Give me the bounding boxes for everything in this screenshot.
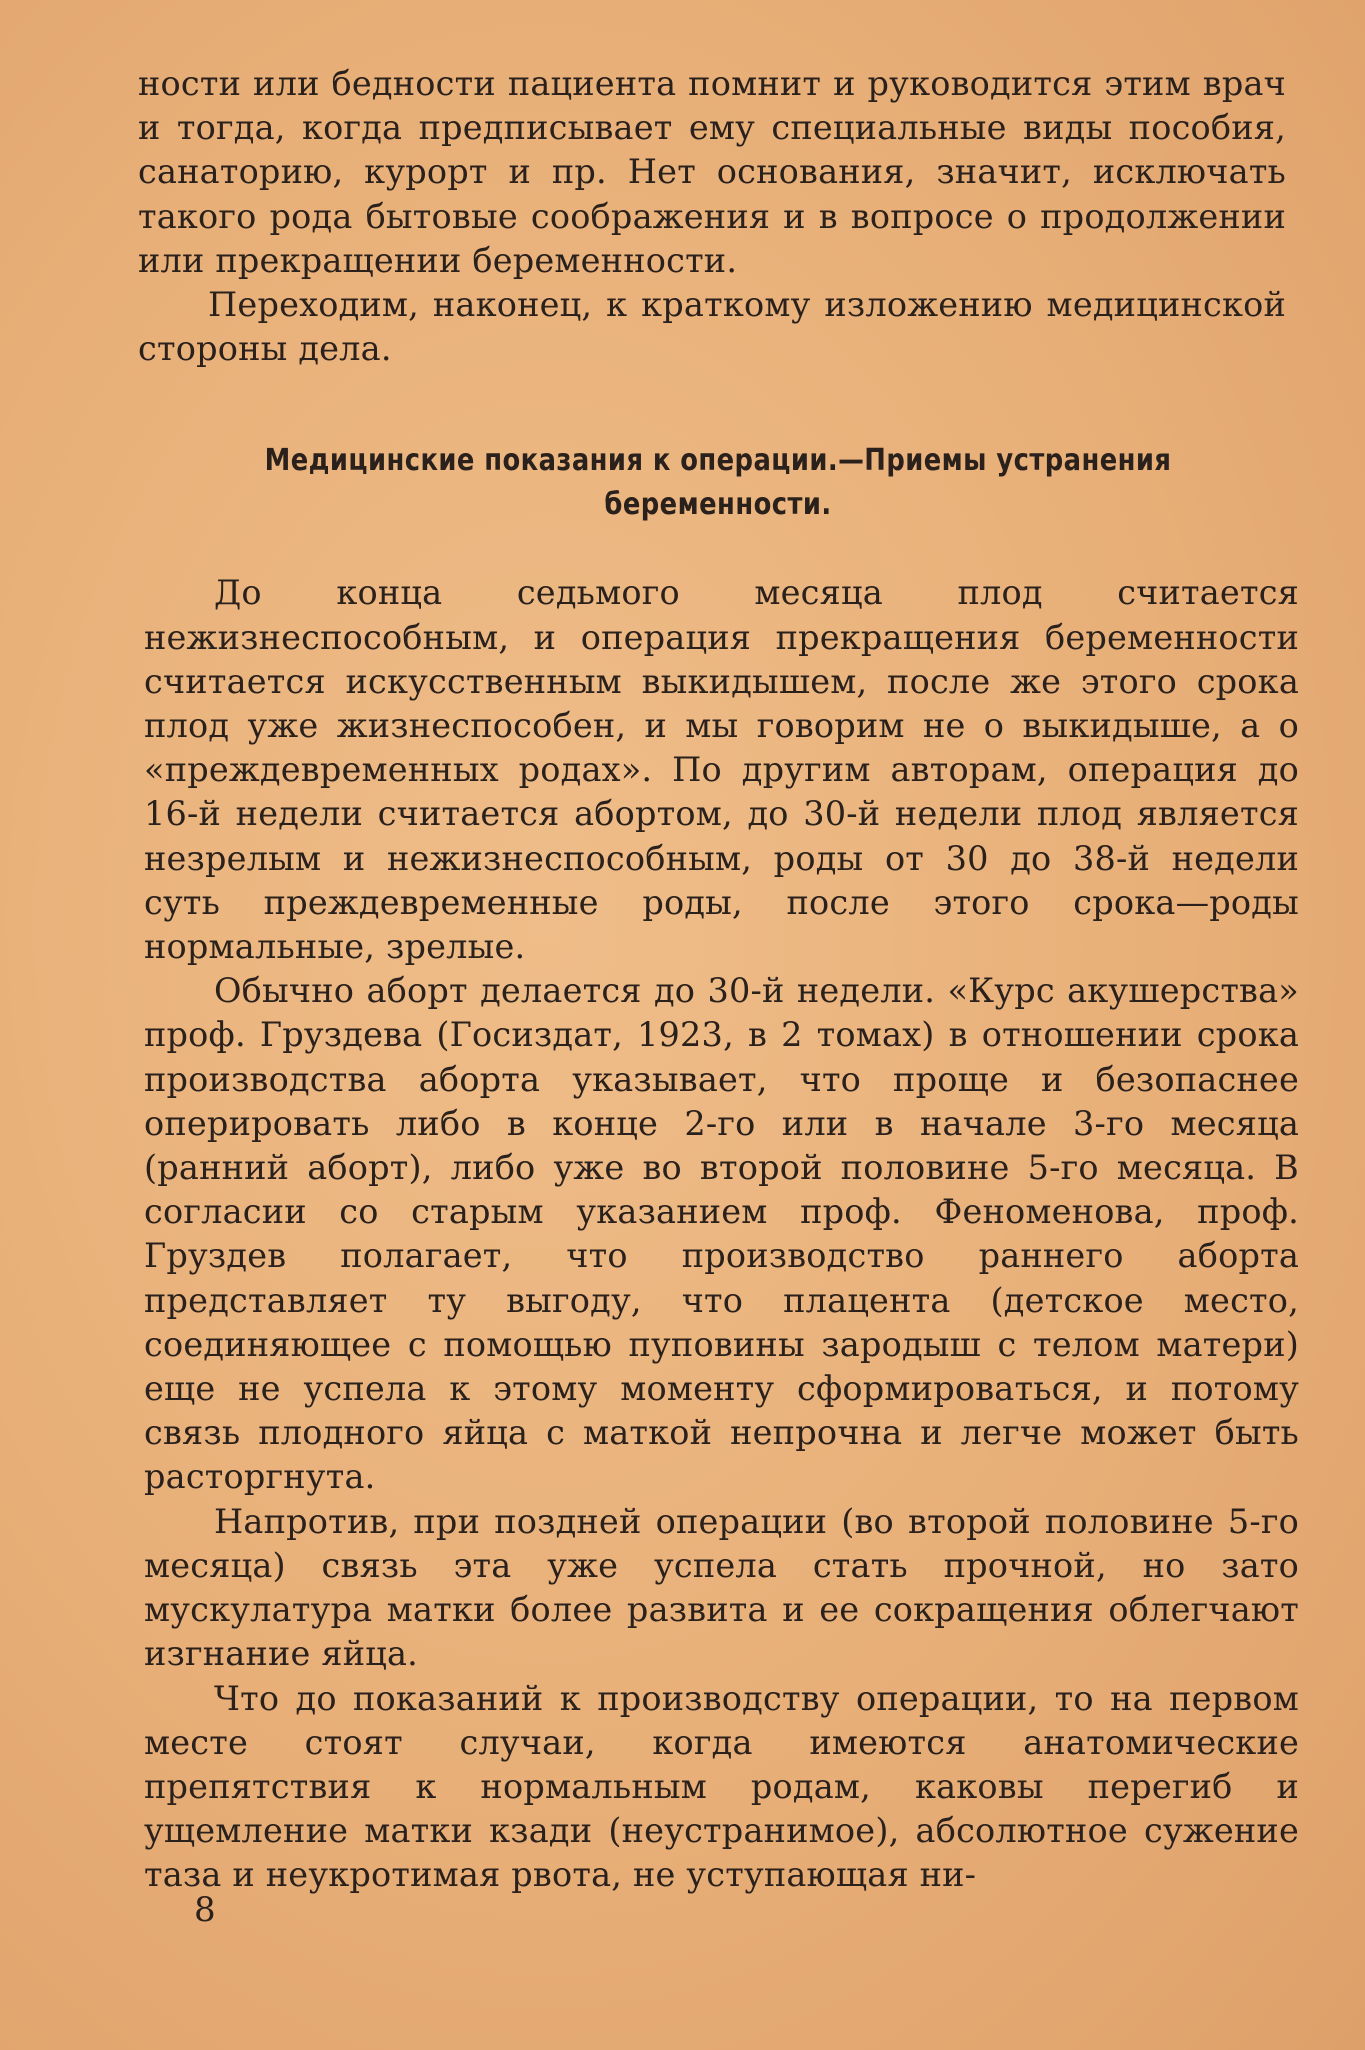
paragraph: Что до показаний к производству операции, то на первом месте стоят случаи, когда имеются анатомические препятствия к нормальным родам, каковы перегиб и ущемление матки кзади (неустранимое), абсолютное сужение таза и неукротимая рвота, не уступающая ни-: [144, 1678, 1299, 1895]
page-number: 8: [194, 1890, 216, 1930]
section-heading-line-1: Медицинские показания к операции.—Приемы устранения: [264, 443, 1172, 479]
paragraph: ности или бедности пациента помнит и руководится этим врач и тогда, когда предписывает ему специальные виды пособия, санаторию, курорт и пр. Нет основания, значит, исключать такого рода бытовые соображения и в вопросе о продолжении или прекращении беременности.: [138, 64, 1286, 280]
section-heading: [219, 439, 1217, 527]
page-content: [138, 62, 1298, 1898]
section-heading-line-2: беременности.: [604, 487, 832, 523]
paragraph: Переходим, наконец, к краткому изложению медицинской стороны дела.: [138, 285, 1286, 369]
paragraph: Напротив, при поздней операции (во второй половине 5-го месяца) связь эта уже успела стать прочной, но зато мускулатура матки более развита и ее сокращения облегчают изгнание яйца.: [144, 1501, 1299, 1674]
paragraph: До конца седьмого месяца плод считается нежизнеспособным, и операция прекращения беременности считается искусственным выкидышем, после же этого срока плод уже жизнеспособен, и мы говорим не о выкидыше, а о «преждевременных родах». По другим авторам, операция до 16-й недели считается абортом, до 30-й недели плод является незрелым и нежизнеспособным, роды от 30 до 38-й недели суть преждевременные роды, после этого срока—роды нормальные, зрелые.: [144, 573, 1299, 967]
text-block-main: [144, 571, 1299, 1897]
text-block-top: [138, 62, 1286, 371]
paragraph: Обычно аборт делается до 30-й недели. «Курс акушерства» проф. Груздева (Госиздат, 1923, в 2 томах) в отношении срока производства аборта указывает, что проще и безопаснее оперировать либо в конце 2-го или в начале 3-го месяца (ранний аборт), либо уже во второй половине 5-го месяца. В согласии со старым указанием проф. Феноменова, проф. Груздев полагает, что производство раннего аборта представляет ту выгоду, что плацента (детское место, соединяющее с помощью пуповины зародыш с телом матери) еще не успела к этому моменту сформироваться, и потому связь плодного яйца с маткой непрочна и легче может быть расторгнута.: [144, 971, 1299, 1497]
